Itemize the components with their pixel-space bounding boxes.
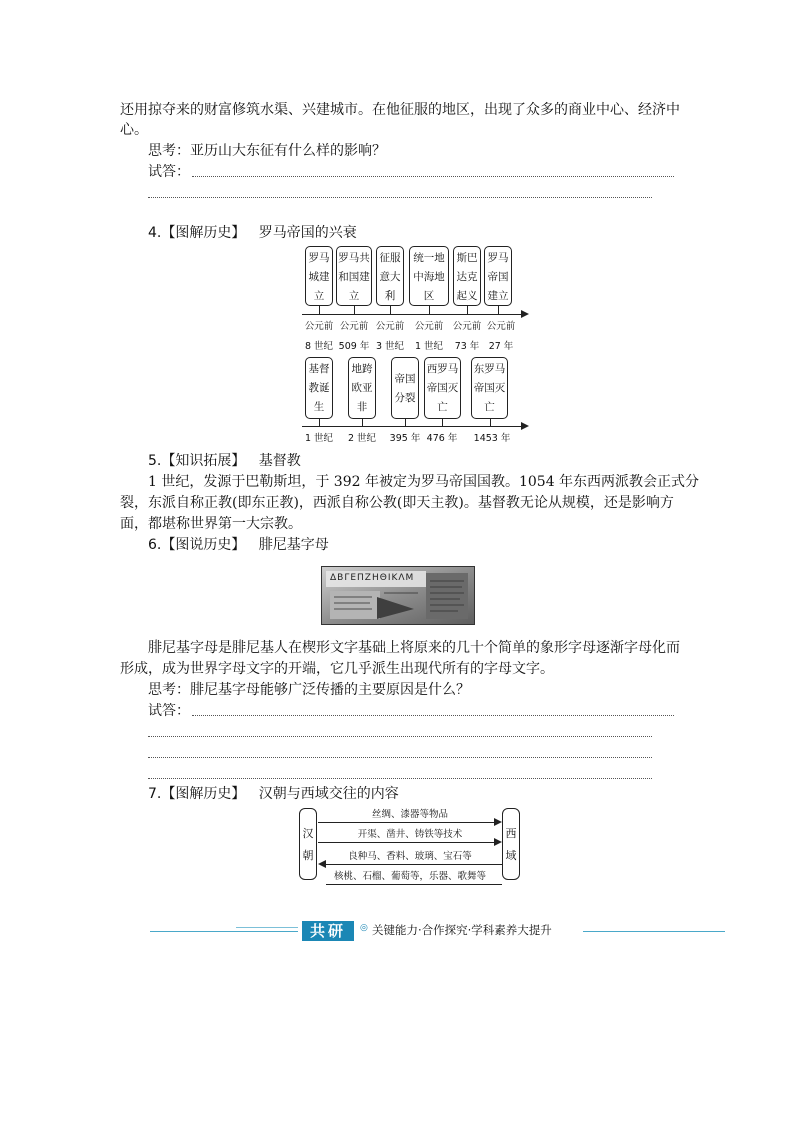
event-line: 生 [313, 401, 325, 413]
banner-rule-accent [236, 927, 298, 928]
box-char: 朝 [302, 849, 314, 862]
event-line: 亡 [484, 401, 495, 413]
exchange-arrow [318, 842, 494, 843]
timeline-date: 8 世纪 [304, 341, 334, 352]
timeline-date: 公元前 [414, 321, 444, 332]
timeline-date: 公元前 [452, 321, 482, 332]
event-line: 城建 [308, 271, 330, 283]
timeline-date: 509 年 [338, 341, 370, 352]
section-number: 4. [148, 225, 162, 241]
timeline-date: 公元前 [486, 321, 516, 332]
section-tag: 【图说历史】 [161, 537, 246, 553]
box-char: 汉 [302, 827, 314, 840]
phoenician-inscription: ΔΒΓΕΠΖΗΘΙΚΛΜ [330, 573, 415, 583]
timeline-event-box [336, 246, 372, 306]
event-connector [354, 306, 355, 314]
timeline-event-box [305, 246, 333, 306]
paragraph-line: 面，都堪称世界第一大宗教。 [120, 516, 302, 532]
event-line: 亡 [437, 401, 448, 413]
timeline-event-box [484, 246, 512, 306]
timeline-date: 公元前 [339, 321, 369, 332]
event-connector [319, 306, 320, 314]
event-connector [429, 306, 430, 314]
exchange-arrow [326, 884, 502, 885]
paragraph-line: 裂，东派自称正教(即东正教)，西派自称公教(即天主教)。基督教无论从规模，还是影响方 [120, 495, 674, 511]
answer-line[interactable] [192, 176, 674, 177]
event-line: 教诞 [308, 382, 330, 394]
event-line: 非 [356, 401, 368, 413]
timeline-event-box [471, 357, 508, 419]
event-line: 帝国 [394, 373, 416, 385]
event-line: 中海地 [413, 271, 445, 283]
section-number: 5. [148, 453, 162, 469]
paragraph-line: 腓尼基字母是腓尼基人在楔形文字基础上将原来的几十个简单的象形字母逐渐字母化而 [148, 640, 680, 656]
event-line: 起义 [456, 290, 478, 302]
event-line: 征服 [379, 252, 401, 264]
exchange-label: 丝绸、漆器等物品 [371, 809, 449, 820]
answer-line[interactable] [148, 757, 652, 758]
answer-line[interactable] [192, 715, 674, 716]
timeline-arrow-icon [521, 422, 529, 430]
banner-rule-right [583, 931, 725, 932]
event-line: 建立 [487, 290, 509, 302]
timeline-date: 1453 年 [473, 433, 511, 444]
section-tag: 【图解历史】 [161, 786, 246, 802]
exchange-label: 开渠、凿井、铸铁等技术 [357, 829, 463, 840]
event-connector [442, 419, 443, 426]
paragraph-line: 形成，成为世界字母文字的开端，它几乎派生出现代所有的字母文字。 [120, 661, 554, 677]
timeline-event-box [305, 357, 333, 419]
timeline-axis [302, 314, 522, 315]
box-char: 西 [505, 827, 517, 840]
arrow-right-icon [494, 838, 502, 846]
section-number: 7. [148, 786, 162, 802]
section-title: 腓尼基字母 [258, 537, 329, 553]
event-connector [490, 419, 491, 426]
event-line: 西罗马 [426, 363, 459, 375]
event-line: 立 [348, 290, 360, 302]
timeline-date: 公元前 [375, 321, 405, 332]
event-line: 东罗马 [473, 363, 506, 375]
section-heading [148, 451, 301, 471]
event-line: 意大 [379, 271, 401, 283]
event-connector [390, 306, 391, 314]
exchange-arrow [326, 864, 502, 865]
arrow-left-icon [318, 860, 326, 868]
timeline-event-box [453, 246, 481, 306]
event-connector [319, 419, 320, 426]
event-line: 罗马 [308, 252, 330, 264]
section-heading [148, 223, 357, 243]
question-text: 思考：亚历山大东征有什么样的影响？ [148, 143, 386, 159]
event-line: 基督 [308, 363, 330, 375]
section-heading [148, 535, 329, 555]
answer-label: 试答： [148, 164, 190, 180]
event-line: 和国建 [338, 271, 370, 283]
timeline-event-box [391, 357, 419, 419]
event-line: 帝国 [487, 271, 509, 283]
box-char: 域 [505, 849, 517, 862]
banner-text: 关键能力·合作探究·学科素养大提升 [372, 923, 552, 937]
event-line: 帝国灭 [473, 382, 506, 394]
section-heading [148, 784, 399, 804]
event-connector [405, 419, 406, 426]
exchange-label: 良种马、香料、玻璃、宝石等 [348, 851, 472, 862]
section-number: 6. [148, 537, 162, 553]
answer-line[interactable] [148, 736, 652, 737]
banner-label: 共研 [302, 921, 354, 941]
phoenician-alphabet-image [321, 566, 475, 625]
event-line: 斯巴 [456, 252, 478, 264]
timeline-event-box [376, 246, 404, 306]
timeline-date: 27 年 [488, 341, 514, 352]
han-dynasty-box [299, 808, 317, 880]
timeline-date: 2 世纪 [347, 433, 377, 444]
paragraph-line: 心。 [120, 122, 148, 138]
answer-label: 试答： [148, 703, 190, 719]
event-line: 统一地 [413, 252, 445, 264]
timeline-date: 395 年 [389, 433, 421, 444]
timeline-date: 公元前 [304, 321, 334, 332]
exchange-label: 核桃、石榴、葡萄等，乐器、歌舞等 [333, 871, 487, 882]
banner-bullet-icon: ◎ [360, 923, 368, 933]
event-connector [498, 306, 499, 314]
section-title: 罗马帝国的兴衰 [258, 225, 357, 241]
timeline-date: 1 世纪 [304, 433, 334, 444]
event-line: 区 [423, 290, 435, 302]
timeline-event-box [348, 357, 376, 419]
paragraph-line: 1 世纪，发源于巴勒斯坦，于 392 年被定为罗马帝国国教。1054 年东西两派教会正式分 [148, 474, 700, 490]
western-regions-box [502, 808, 520, 880]
section-title: 汉朝与西域交往的内容 [258, 786, 399, 802]
answer-line[interactable] [148, 197, 652, 198]
event-line: 帝国灭 [426, 382, 459, 394]
event-line: 欧亚 [351, 382, 373, 394]
timeline-date: 1 世纪 [414, 341, 444, 352]
event-connector [467, 306, 468, 314]
timeline-event-box [424, 357, 461, 419]
event-line: 达克 [456, 271, 478, 283]
event-line: 罗马共 [338, 252, 370, 264]
event-line: 分裂 [394, 392, 416, 404]
answer-line[interactable] [148, 778, 652, 779]
event-line: 罗马 [487, 252, 509, 264]
arrow-right-icon [494, 818, 502, 826]
event-line: 地跨 [351, 363, 373, 375]
section-tag: 【图解历史】 [161, 225, 246, 241]
timeline-event-box [409, 246, 449, 306]
question-text: 思考：腓尼基字母能够广泛传播的主要原因是什么？ [148, 682, 470, 698]
paragraph-line: 还用掠夺来的财富修筑水渠、兴建城市。在他征服的地区，出现了众多的商业中心、经济中 [120, 102, 680, 118]
timeline-arrow-icon [521, 310, 529, 318]
timeline-date: 3 世纪 [375, 341, 405, 352]
timeline-axis [302, 426, 522, 427]
timeline-date: 476 年 [426, 433, 458, 444]
event-line: 利 [384, 290, 396, 302]
timeline-date: 73 年 [454, 341, 480, 352]
banner-rule-left [150, 931, 298, 932]
section-tag: 【知识拓展】 [161, 453, 246, 469]
exchange-arrow [318, 822, 494, 823]
event-line: 立 [313, 290, 325, 302]
section-title: 基督教 [258, 453, 301, 469]
event-connector [362, 419, 363, 426]
